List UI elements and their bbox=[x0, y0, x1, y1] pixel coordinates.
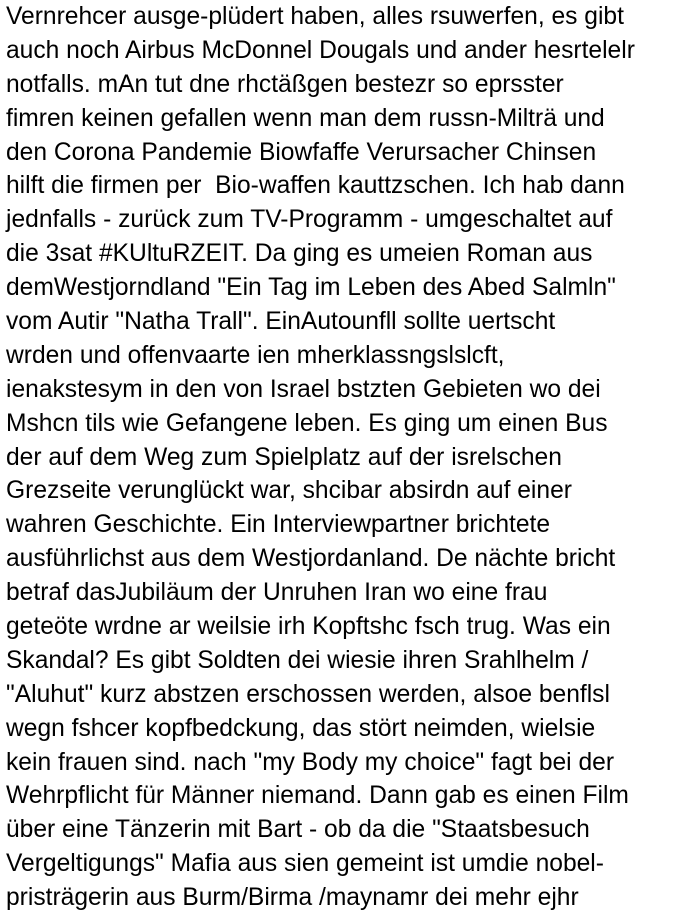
text-line-18: betraf dasJubiläum der Unruhen Iran wo eine frau bbox=[6, 579, 548, 607]
text-line-8: die 3sat #KUltuRZEIT. Da ging es umeien Roman aus bbox=[6, 240, 593, 268]
text-line-21: "Aluhut" kurz abstzen erschossen werden, alsoe benflsl bbox=[6, 680, 610, 708]
text-line-20: Skandal? Es gibt Soldten dei wiesie ihren Srahlhelm / bbox=[6, 646, 589, 674]
text-line-15: Grezseite verunglückt war, shcibar absirdn auf einer bbox=[6, 477, 572, 505]
text-line-17: ausführlichst aus dem Westjordanland. De nächte bricht bbox=[6, 545, 616, 573]
text-line-27: pristrägerin aus Burm/Birma /maynamr dei mehr ejhr bbox=[6, 884, 579, 912]
text-line-14: der auf dem Weg zum Spielplatz auf der isrelschen bbox=[6, 443, 562, 471]
text-line-4: fimren keinen gefallen wenn man dem russn-Milträ und bbox=[6, 104, 605, 132]
text-line-25: über eine Tänzerin mit Bart - ob da die "Staatsbesuch bbox=[6, 816, 590, 844]
text-line-26: Vergeltigungs" Mafia aus sien gemeint ist umdie nobel- bbox=[6, 850, 604, 878]
text-line-24: Wehrpflicht für Männer niemand. Dann gab es einen Film bbox=[6, 782, 629, 810]
text-line-16: wahren Geschichte. Ein Interviewpartner brichtete bbox=[6, 511, 551, 539]
text-line-11: wrden und offenvaarte ien mherklassngslslcft, bbox=[6, 341, 505, 369]
text-line-23: kein frauen sind. nach "my Body my choice" fagt bei der bbox=[6, 748, 615, 776]
text-line-3: notfalls. mAn tut dne rhctäßgen bestezr so eprsster bbox=[6, 70, 564, 98]
text-line-7: jednfalls - zurück zum TV-Programm - umgeschaltet auf bbox=[6, 206, 613, 234]
text-line-5: den Corona Pandemie Biowfaffe Verursacher Chinsen bbox=[6, 138, 597, 166]
text-line-13: Mshcn tils wie Gefangene leben. Es ging um einen Bus bbox=[6, 409, 608, 437]
text-line-9: demWestjorndland "Ein Tag im Leben des Abed Salmln" bbox=[6, 274, 616, 302]
text-line-1: Vernrehcer ausge-plüdert haben, alles rsuwerfen, es gibt bbox=[6, 3, 624, 30]
text-line-2: auch noch Airbus McDonnel Dougals und ander hesrtelelr bbox=[6, 36, 635, 64]
text-line-12: ienakstesym in den von Israel bstzten Gebieten wo dei bbox=[6, 375, 601, 403]
text-line-10: vom Autir "Natha Trall". EinAutounfll sollte uertscht bbox=[6, 308, 556, 336]
text-line-6: hilft die firmen per Bio-waffen kauttzschen. Ich hab dann bbox=[6, 172, 625, 200]
text-line-19: geteöte wrdne ar weilsie irh Kopftshc fsch trug. Was ein bbox=[6, 613, 611, 641]
text-line-22: wegn fshcer kopfbedckung, das stört neimden, wielsie bbox=[6, 714, 596, 742]
